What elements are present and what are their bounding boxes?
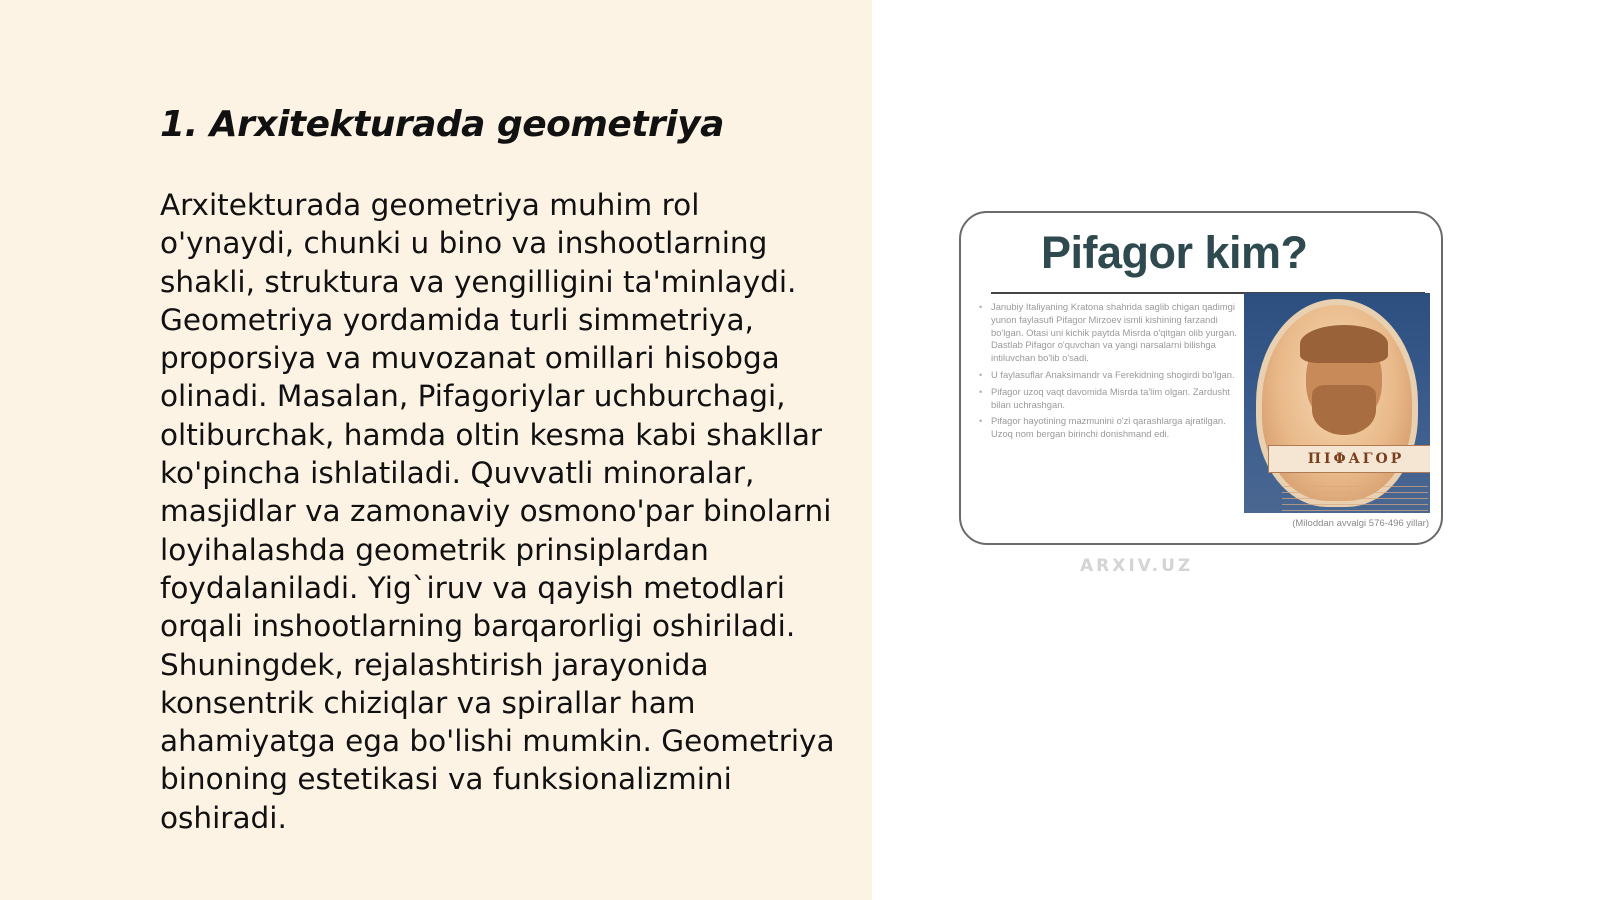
portrait-text-lines [1282,481,1428,511]
portrait-medallion [1256,299,1418,507]
pifagor-portrait [1244,293,1430,513]
portrait-label: ΠΙΦΑΓΟΡ [1268,445,1430,473]
watermark: ARXIV.UZ [1080,556,1194,576]
portrait-beard [1312,385,1376,435]
slide-body-text: Arxitekturada geometriya muhim rol o'ynaydi, chunki u bino va inshootlarning shakli, struktura va yengilligini ta'minlaydi. Geometriya yordamida turli simmetriya, proporsiya va muvozanat omillari hisobga olinadi. Masalan, Pifagoriylar uchburchagi, oltiburchak, hamda oltin kesma kabi shakllar ko'pincha ishlatiladi. Quvvatli minoralar, masjidlar va zamonaviy osmono'par binolarni loyihalashda geometrik prinsiplardan foydalaniladi. Yig`iruv va qayish metodlari orqali inshootlarning barqarorligi oshiriladi. Shuningdek, rejalashtirish jarayonida konsentrik chiziqlar va spirallar ham ahamiyatga ega bo'lishi mumkin. Geometriya binoning estetikasi va funksionalizmini oshiradi. [160,188,835,835]
image-caption: (Miloddan avvalgi 576-496 yillar) [1292,518,1429,529]
pifagor-image [959,211,1443,545]
image-bullet: • Pifagor hayotining mazmunini o'zi qarashlarga ajratilgan. Uzoq nom bergan birinchi donishmand edi. [979,415,1243,441]
image-bullet: • Janubiy Italiyaning Kratona shahrida saglib chigan qadimgi yunon faylasufi Pifagor Mirzoev ismli kishining farzandi bo'lgan. Otasi uni kichik paytda Misrda o'qitgan olib yurgan. Dastlab Pifagor o'quvchan va yangi narsalarni bilishga intiluvchan bo'lib o'sadi. [979,301,1243,365]
image-bullet: • Pifagor uzoq vaqt davomida Misrda ta'lim olgan. Zardusht bilan uchrashgan. [979,386,1243,412]
image-bullet: • U faylasuflar Anaksimandr va Ferekidning shogirdi bo'lgan. [979,369,1243,382]
portrait-hair [1300,325,1388,363]
slide-title: 1. Arxitekturada geometriya [160,104,724,145]
image-bullet-list [979,301,1243,445]
image-title: Pifagor kim? [1041,227,1308,278]
